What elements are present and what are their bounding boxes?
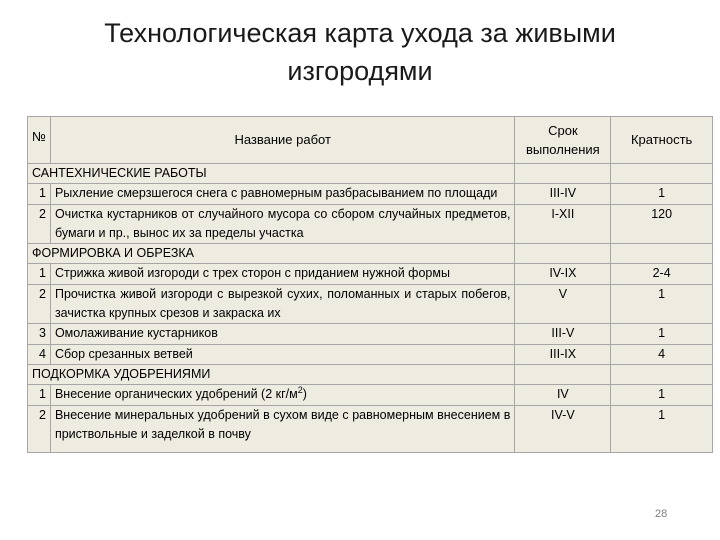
empty-cell	[611, 364, 713, 384]
row-term: III-IX	[515, 344, 611, 364]
row-work: Внесение минеральных удобрений в сухом виде с равномерным внесением в приствольные и заделкой в почву	[50, 405, 514, 453]
row-frequency: 1	[611, 184, 713, 204]
page-title	[40, 14, 680, 90]
care-table	[27, 116, 713, 453]
title-line-2: изгородями	[287, 56, 433, 86]
row-frequency: 1	[611, 405, 713, 453]
row-frequency: 1	[611, 324, 713, 344]
header-number: №	[28, 117, 51, 164]
empty-cell	[611, 164, 713, 184]
table-row	[28, 264, 713, 284]
section-title-sanitary: САНТЕХНИЧЕСКИЕ РАБОТЫ	[28, 164, 515, 184]
table-row	[28, 324, 713, 344]
row-number: 2	[28, 284, 51, 324]
row-frequency: 4	[611, 344, 713, 364]
row-work-text: Внесение органических удобрений (2 кг/м	[54, 387, 298, 402]
row-term: III-IV	[515, 184, 611, 204]
header-term-line-1: Срок	[548, 122, 578, 138]
row-work: Омолаживание кустарников	[50, 324, 514, 344]
header-term-line-2: выполнения	[526, 142, 600, 157]
table-row	[28, 284, 713, 324]
section-title-fertilizing: ПОДКОРМКА УДОБРЕНИЯМИ	[28, 364, 515, 384]
row-term: IV-V	[515, 405, 611, 453]
row-term: I-XII	[515, 204, 611, 244]
empty-cell	[515, 364, 611, 384]
row-frequency: 1	[611, 385, 713, 405]
section-row	[28, 364, 713, 384]
header-row	[28, 117, 713, 164]
row-number: 3	[28, 324, 51, 344]
row-work: Очистка кустарников от случайного мусора со сбором случайных предметов, бумаги и пр., вынос их за пределы участка	[50, 204, 514, 244]
row-number: 1	[28, 385, 51, 405]
row-work: Прочистка живой изгороди с вырезкой сухих, поломанных и старых побегов, зачистка крупных срезов и закраска их	[50, 284, 514, 324]
row-number: 2	[28, 405, 51, 453]
row-frequency: 120	[611, 204, 713, 244]
row-term: III-V	[515, 324, 611, 344]
superscript-two: 2	[297, 385, 303, 396]
row-number: 2	[28, 204, 51, 244]
row-frequency: 1	[611, 284, 713, 324]
title-line-1: Технологическая карта ухода за живыми	[104, 18, 616, 48]
table-row	[28, 184, 713, 204]
section-row	[28, 164, 713, 184]
empty-cell	[515, 164, 611, 184]
row-term: IV-IX	[515, 264, 611, 284]
header-frequency: Кратность	[611, 117, 713, 164]
table-row	[28, 204, 713, 244]
empty-cell	[515, 244, 611, 264]
header-term	[515, 117, 611, 164]
row-number: 1	[28, 264, 51, 284]
section-row	[28, 244, 713, 264]
row-work: Сбор срезанных ветвей	[50, 344, 514, 364]
row-term: V	[515, 284, 611, 324]
row-frequency: 2-4	[611, 264, 713, 284]
section-title-pruning: ФОРМИРОВКА И ОБРЕЗКА	[28, 244, 515, 264]
row-number: 1	[28, 184, 51, 204]
row-work: Стрижка живой изгороди с трех сторон с приданием нужной формы	[50, 264, 514, 284]
page-number: 28	[655, 508, 668, 520]
row-term: IV	[515, 385, 611, 405]
row-number: 4	[28, 344, 51, 364]
header-work-name: Название работ	[50, 117, 514, 164]
table-row	[28, 385, 713, 405]
row-work	[50, 385, 514, 405]
empty-cell	[611, 244, 713, 264]
row-work-closing: )	[302, 387, 307, 402]
table-row	[28, 405, 713, 453]
table-row	[28, 344, 713, 364]
row-work: Рыхление смерзшегося снега с равномерным разбрасыванием по площади	[50, 184, 514, 204]
